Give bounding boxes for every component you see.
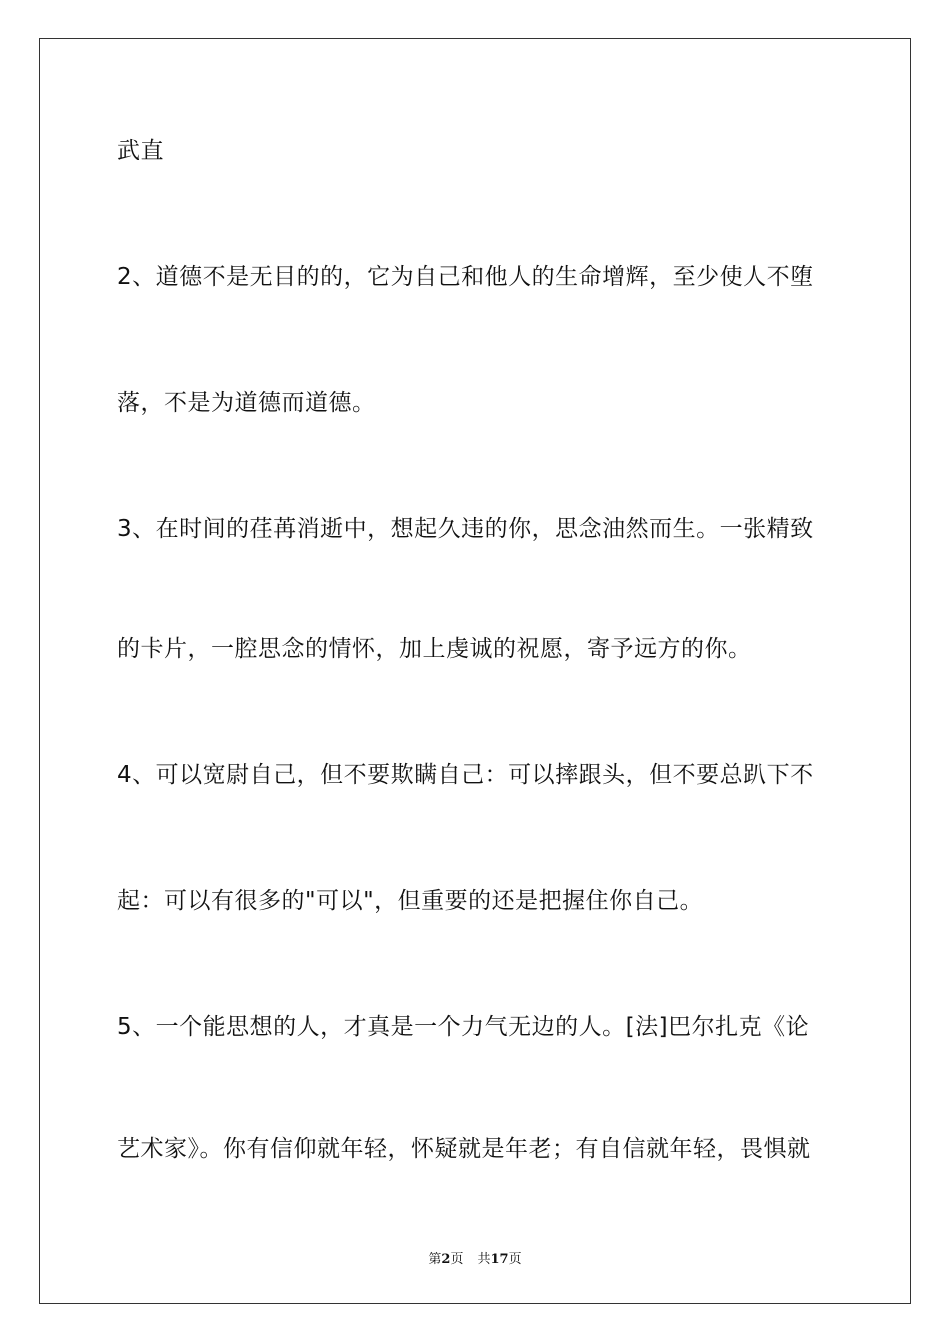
page-border bbox=[39, 38, 911, 1304]
total-pages: 17 bbox=[490, 1252, 509, 1267]
text-line-7: 起：可以有很多的"可以"，但重要的还是把握住你自己。 bbox=[117, 888, 704, 914]
text-line-9: 艺术家》。你有信仰就年轻，怀疑就是年老；有自信就年轻，畏惧就 bbox=[117, 1136, 811, 1162]
text-line-3: 落，不是为道德而道德。 bbox=[117, 390, 376, 416]
text-line-2: 2、道德不是无目的的，它为自己和他人的生命增辉，至少使人不堕 bbox=[117, 264, 814, 290]
text-line-5: 的卡片，一腔思念的情怀，加上虔诚的祝愿，寄予远方的你。 bbox=[117, 636, 752, 662]
text-line-4: 3、在时间的荏苒消逝中，想起久违的你，思念油然而生。一张精致 bbox=[117, 516, 814, 542]
total-prefix: 共 bbox=[477, 1252, 491, 1267]
page-suffix: 页 bbox=[450, 1252, 464, 1267]
total-suffix: 页 bbox=[508, 1252, 522, 1267]
text-line-8: 5、一个能思想的人，才真是一个力气无边的人。[法]巴尔扎克《论 bbox=[117, 1014, 810, 1040]
page-prefix: 第 bbox=[428, 1252, 442, 1267]
text-line-6: 4、可以宽尉自己，但不要欺瞒自己：可以摔跟头，但不要总趴下不 bbox=[117, 762, 814, 788]
page-number: 2 bbox=[441, 1252, 451, 1267]
text-line-1: 武直 bbox=[117, 138, 164, 164]
page-footer bbox=[0, 1248, 950, 1267]
